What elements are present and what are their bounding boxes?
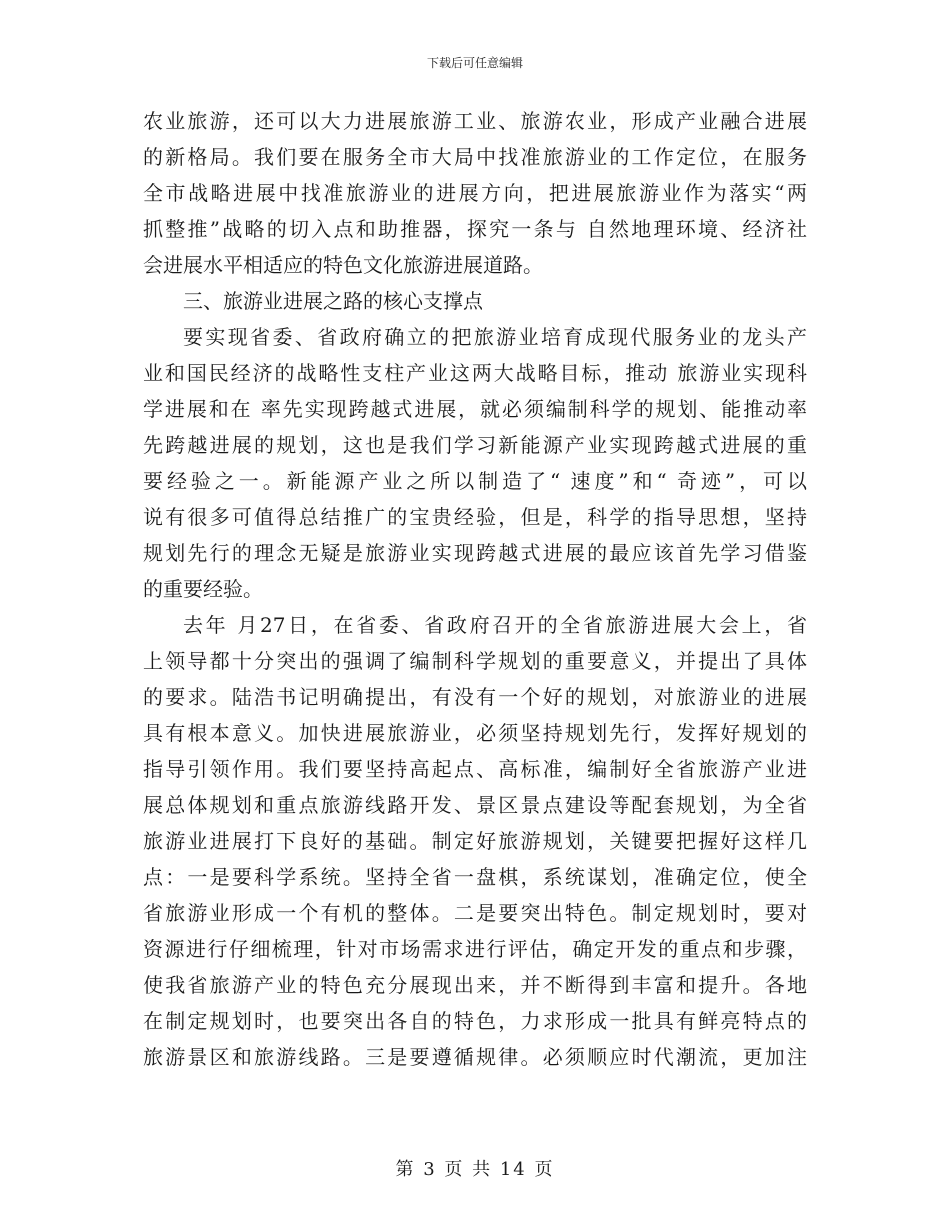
text-line: 三、旅游业进展之路的核心支撑点 — [183, 289, 483, 313]
text-line: 去年 月27日，在省委、省政府召开的全省旅游进展大会上，省 — [183, 613, 807, 637]
text-line: 先跨越进展的规划，这也是我们学习新能源产业实现跨越式进展的重 — [143, 433, 807, 457]
text-line: 资源进行仔细梳理，针对市场需求进行评估，确定开发的重点和步骤， — [143, 937, 807, 961]
text-line: 具有根本意义。加快进展旅游业，必须坚持规划先行，发挥好规划的 — [143, 721, 807, 745]
page-footer: 第 3 页 共 14 页 — [395, 1159, 555, 1180]
text-line: 会进展水平相适应的特色文化旅游进展道路。 — [143, 253, 543, 277]
page-header: 下载后可任意编辑 — [426, 56, 523, 70]
text-line: 业和国民经济的战略性支柱产业这两大战略目标，推动 旅游业实现科 — [143, 361, 807, 385]
text-line: 点：一是要科学系统。坚持全省一盘棋，系统谋划，准确定位，使全 — [143, 865, 807, 889]
text-line: 的重要经验。 — [143, 577, 263, 601]
text-line: 使我省旅游产业的特色充分展现出来，并不断得到丰富和提升。各地 — [143, 973, 807, 997]
text-line: 展总体规划和重点旅游线路开发、景区景点建设等配套规划，为全省 — [143, 793, 807, 817]
text-line: 旅游景区和旅游线路。三是要遵循规律。必须顺应时代潮流，更加注 — [143, 1045, 807, 1069]
text-line: 省旅游业形成一个有机的整体。二是要突出特色。制定规划时，要对 — [143, 901, 807, 925]
text-line: 在制定规划时，也要突出各自的特色，力求形成一批具有鲜亮特点的 — [143, 1009, 807, 1033]
text-line: 指导引领作用。我们要坚持高起点、高标准，编制好全省旅游产业进 — [143, 757, 807, 781]
text-line: 的新格局。我们要在服务全市大局中找准旅游业的工作定位，在服务 — [143, 145, 807, 169]
text-line: 要经验之一。新能源产业之所以制造了“ 速度”和“ 奇迹”，可以 — [143, 469, 807, 493]
text-line: 上领导都十分突出的强调了编制科学规划的重要意义，并提出了具体 — [143, 649, 807, 673]
text-line: 学进展和在 率先实现跨越式进展，就必须编制科学的规划、能推动率 — [143, 397, 807, 421]
text-line: 旅游业进展打下良好的基础。制定好旅游规划，关键要把握好这样几 — [143, 829, 807, 853]
text-line: 的要求。陆浩书记明确提出，有没有一个好的规划，对旅游业的进展 — [143, 685, 807, 709]
text-line: 农业旅游，还可以大力进展旅游工业、旅游农业，形成产业融合进展 — [143, 109, 807, 133]
document-body — [143, 103, 807, 1075]
text-line: 要实现省委、省政府确立的把旅游业培育成现代服务业的龙头产 — [183, 325, 807, 349]
text-line: 规划先行的理念无疑是旅游业实现跨越式进展的最应该首先学习借鉴 — [143, 541, 807, 565]
text-line: 抓整推”战略的切入点和助推器，探究一条与 自然地理环境、经济社 — [143, 217, 807, 241]
text-line: 说有很多可值得总结推广的宝贵经验，但是，科学的指导思想，坚持 — [143, 505, 807, 529]
text-line: 全市战略进展中找准旅游业的进展方向，把进展旅游业作为落实“两 — [143, 181, 807, 205]
